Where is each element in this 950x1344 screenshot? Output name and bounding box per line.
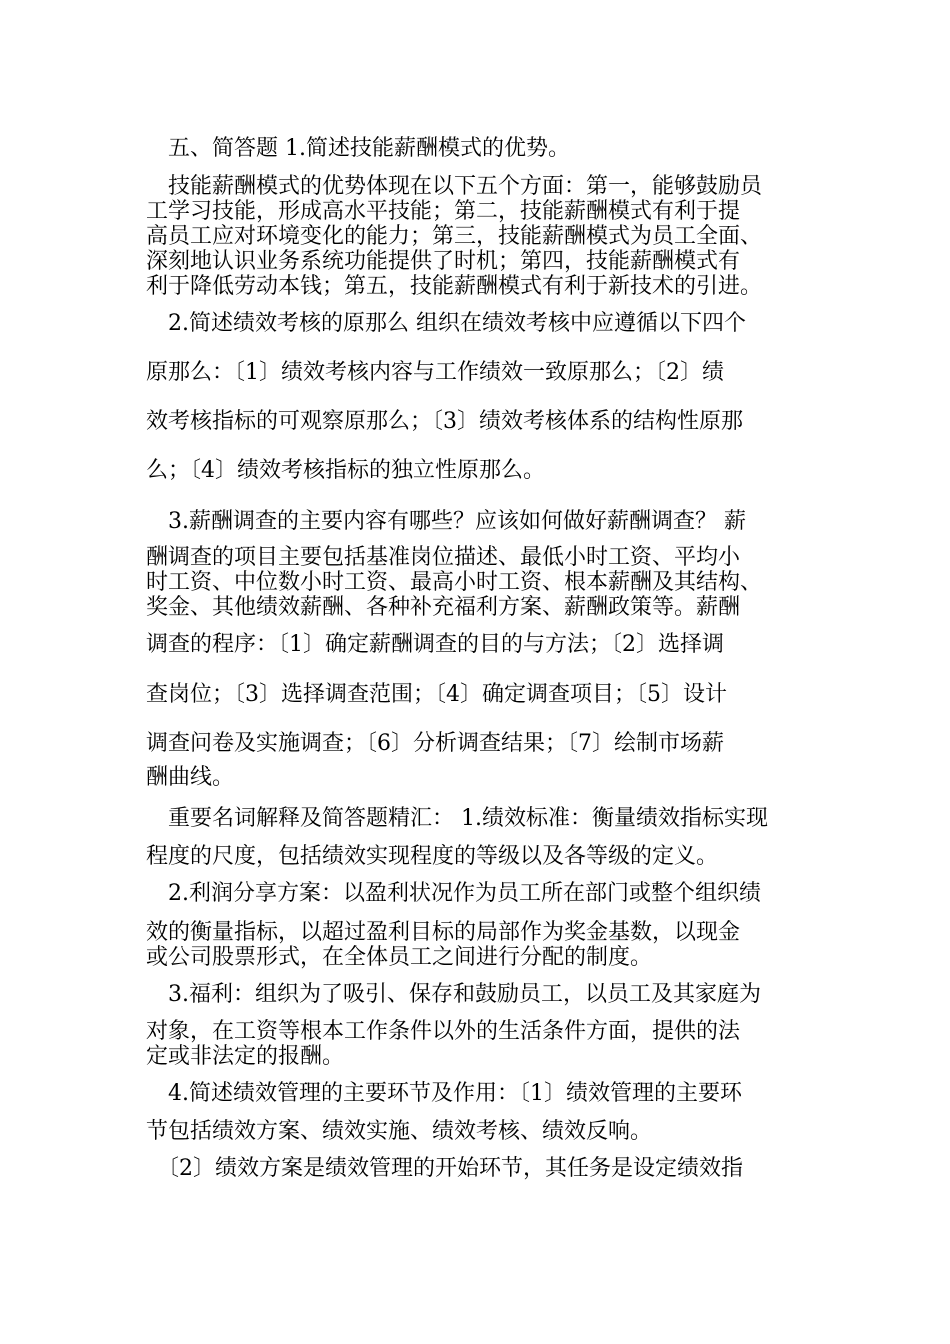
section-heading: 五、简答题 1.简述技能薪酬模式的优势。 xyxy=(146,136,570,161)
text-line: 原那么：〔1〕绩效考核内容与工作绩效一致原那么；〔2〕绩 xyxy=(146,360,724,385)
text-line: 利于降低劳动本钱；第五，技能薪酬模式有利于新技术的引进。 xyxy=(146,274,763,299)
text-line: 重要名词解释及简答题精汇： 1.绩效标准：衡量绩效指标实现 xyxy=(146,806,768,831)
text-line: 或公司股票形式，在全体员工之间进行分配的制度。 xyxy=(146,945,653,970)
text-line: 么；〔4〕绩效考核指标的独立性原那么。 xyxy=(146,458,545,483)
text-line: 节包括绩效方案、绩效实施、绩效考核、绩效反响。 xyxy=(146,1119,653,1144)
text-line: 查岗位；〔3〕选择调查范围；〔4〕确定调查项目；〔5〕设计 xyxy=(146,682,727,707)
text-line: 2.简述绩效考核的原那么 组织在绩效考核中应遵循以下四个 xyxy=(146,311,746,336)
text-line: 〔2〕绩效方案是绩效管理的开始环节，其任务是设定绩效指 xyxy=(146,1156,743,1181)
text-line: 对象，在工资等根本工作条件以外的生活条件方面，提供的法 xyxy=(146,1019,741,1044)
text-line: 技能薪酬模式的优势体现在以下五个方面：第一，能够鼓励员 xyxy=(146,174,763,199)
text-line: 工学习技能，形成高水平技能；第二，技能薪酬模式有利于提 xyxy=(146,199,741,224)
text-line: 定或非法定的报酬。 xyxy=(146,1044,345,1069)
text-line: 奖金、其他绩效薪酬、各种补充福利方案、薪酬政策等。薪酬 xyxy=(146,595,741,620)
text-line: 效考核指标的可观察原那么；〔3〕绩效考核体系的结构性原那 xyxy=(146,409,743,434)
text-line: 高员工应对环境变化的能力；第三，技能薪酬模式为员工全面、 xyxy=(146,224,763,249)
text-line: 程度的尺度，包括绩效实现程度的等级以及各等级的定义。 xyxy=(146,844,719,869)
text-line: 2.利润分享方案：以盈利状况作为员工所在部门或整个组织绩 xyxy=(146,881,761,906)
text-line: 时工资、中位数小时工资、最高小时工资、根本薪酬及其结构、 xyxy=(146,570,763,595)
text-line: 4.简述绩效管理的主要环节及作用：〔1〕绩效管理的主要环 xyxy=(146,1081,742,1106)
text-line: 效的衡量指标，以超过盈利目标的局部作为奖金基数，以现金 xyxy=(146,920,741,945)
text-line: 酬调查的项目主要包括基准岗位描述、最低小时工资、平均小 xyxy=(146,545,741,570)
text-line: 调查问卷及实施调查；〔6〕分析调查结果；〔7〕绘制市场薪 xyxy=(146,731,724,756)
text-line: 调查的程序：〔1〕确定薪酬调查的目的与方法；〔2〕选择调 xyxy=(146,632,724,657)
text-line: 3.薪酬调查的主要内容有哪些？应该如何做好薪酬调查？ 薪 xyxy=(146,509,746,534)
text-line: 3.福利：组织为了吸引、保存和鼓励员工，以员工及其家庭为 xyxy=(146,982,761,1007)
text-line: 深刻地认识业务系统功能提供了时机；第四，技能薪酬模式有 xyxy=(146,249,741,274)
text-line: 酬曲线。 xyxy=(146,765,235,790)
